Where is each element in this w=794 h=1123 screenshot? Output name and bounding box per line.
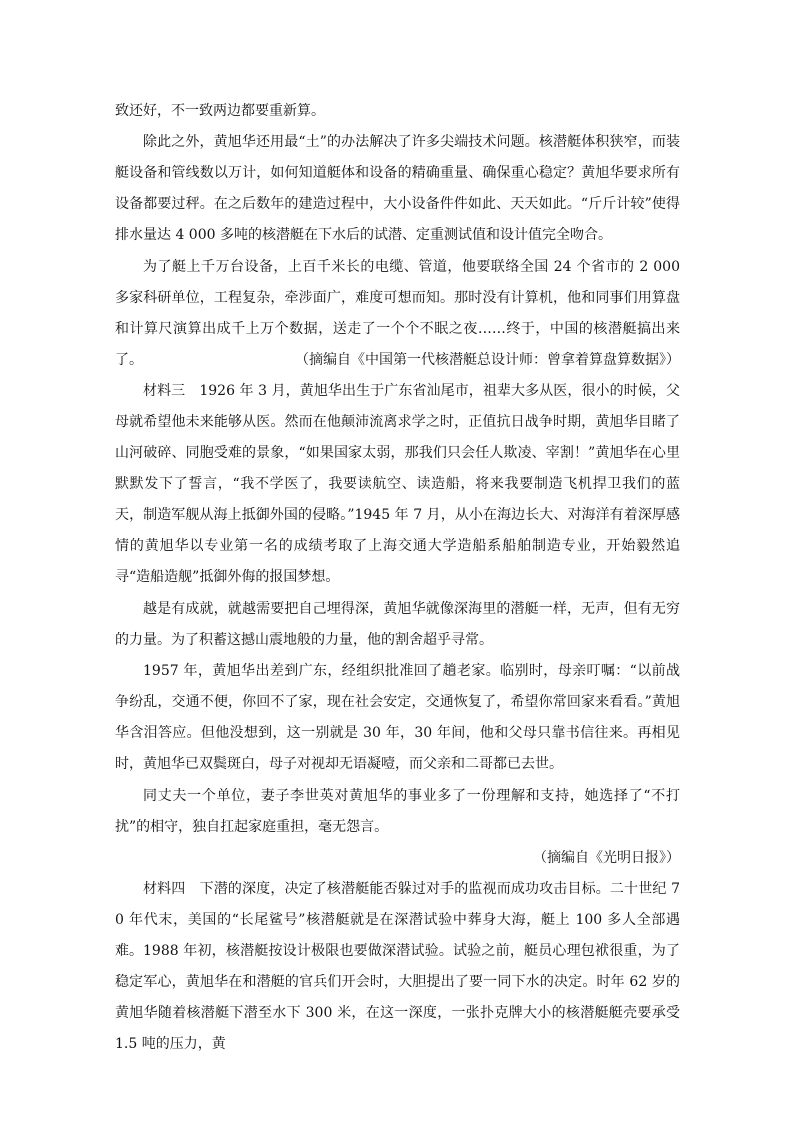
paragraph-1988: 1988 年初，核潜艇按设计极限也要做深潜试验。试验之前，艇员心理包袱很重，为了稳定军心，黄旭华在和潜艇的官兵们开会时，大胆提出了要一同下水的决定。时年 62 岁的黄旭华随着核潜艇下潜至水下 300 米，在这一深度，一张扑克牌大小的核潜艇艇壳要承受 1.5 吨的压力，黄 [115, 943, 680, 1052]
source-citation-1: （摘编自《中国第一代核潜艇总设计师：曾拿着算盘算数据》） [295, 352, 680, 368]
paragraph-material-four: 材料四 下潜的深度，决定了核潜艇能否躲过对手的监视而成功攻击目标。二十世纪 70 年代末，美国的“长尾鲨号”核潜艇就是在深潜试验中葬身大海，艇上 100 多人全部遇难。 [115, 881, 680, 959]
paragraph-material-three: 材料三 1926 年 3 月，黄旭华出生于广东省汕尾市，祖辈大多从医，很小的时候，父母就希望他未来能够从医。然而在他颠沛流离求学之时，正值抗日战争时期，黄旭华目睹了山河破碎、同胞受难的景象，“如果国家太弱，那我们只会任人欺凌、宰割！”黄旭华在心里默默发下了誓言，“我不学医了，我要读航空、读造船，将来我要制造飞机捍卫我们的蓝天，制造军舰从海上抵御外国的侵略。”1945 年 7 月，从小在海边长大、对海洋有着深厚感情的黄旭华以专业第一名的成绩考取了上海交通大学造船系船舶制造专业，开始毅然追寻“造船造舰”抵御外侮的报国梦想。 [115, 383, 680, 585]
paragraph-weighing: 除此之外，黄旭华还用最“土”的办法解决了许多尖端技术问题。核潜艇体积狭窄，而装艇设备和管线数以万计，如何知道艇体和设备的精确重量、确保重心稳定？黄旭华要求所有设备都要过秤。在之后数年的建造过程中，大小设备件件如此、天天如此。“斤斤计较”使得排水量达 4 000 多吨的核潜艇在下水后的试潜、定重测试值和设计值完全吻合。 [115, 134, 680, 243]
paragraph-abacus: 为了艇上千万台设备，上百千米长的电缆、管道，他要联络全国 24 个省市的 2 000 多家科研单位，工程复杂，牵涉面广，难度可想而知。那时没有计算机，他和同事们用算盘和计算尺演算出成千上万个数据，送走了一个个不眠之夜……终于，中国的核潜艇搞出来了。 [115, 259, 680, 368]
paragraph-buried-deep: 越是有成就，就越需要把自己埋得深，黄旭华就像深海里的潜艇一样，无声，但有无穷的力量。为了积蓄这撼山震地般的力量，他的割舍超乎寻常。 [115, 601, 680, 648]
paragraph-continuation: 致还好，不一致两边都要重新算。 [115, 103, 325, 119]
source-citation-2: （摘编自《光明日报》） [533, 850, 680, 866]
paragraph-1957: 1957 年，黄旭华出差到广东，经组织批准回了趟老家。临别时，母亲叮嘱：“以前战争纷乱，交通不便，你回不了家，现在社会安定，交通恢复了，希望你常回家来看看。”黄旭华含泪答应。但他没想到，这一别就是 30 年，30 年间，他和父母只靠书信往来。再相见时，黄旭华已双鬓斑白，母子对视却无语凝噎，而父亲和二哥都已去世。 [115, 663, 680, 772]
paragraph-wife: 同丈夫一个单位，妻子李世英对黄旭华的事业多了一份理解和支持，她选择了“不打扰”的相守，独自扛起家庭重担，毫无怨言。 [115, 788, 680, 835]
